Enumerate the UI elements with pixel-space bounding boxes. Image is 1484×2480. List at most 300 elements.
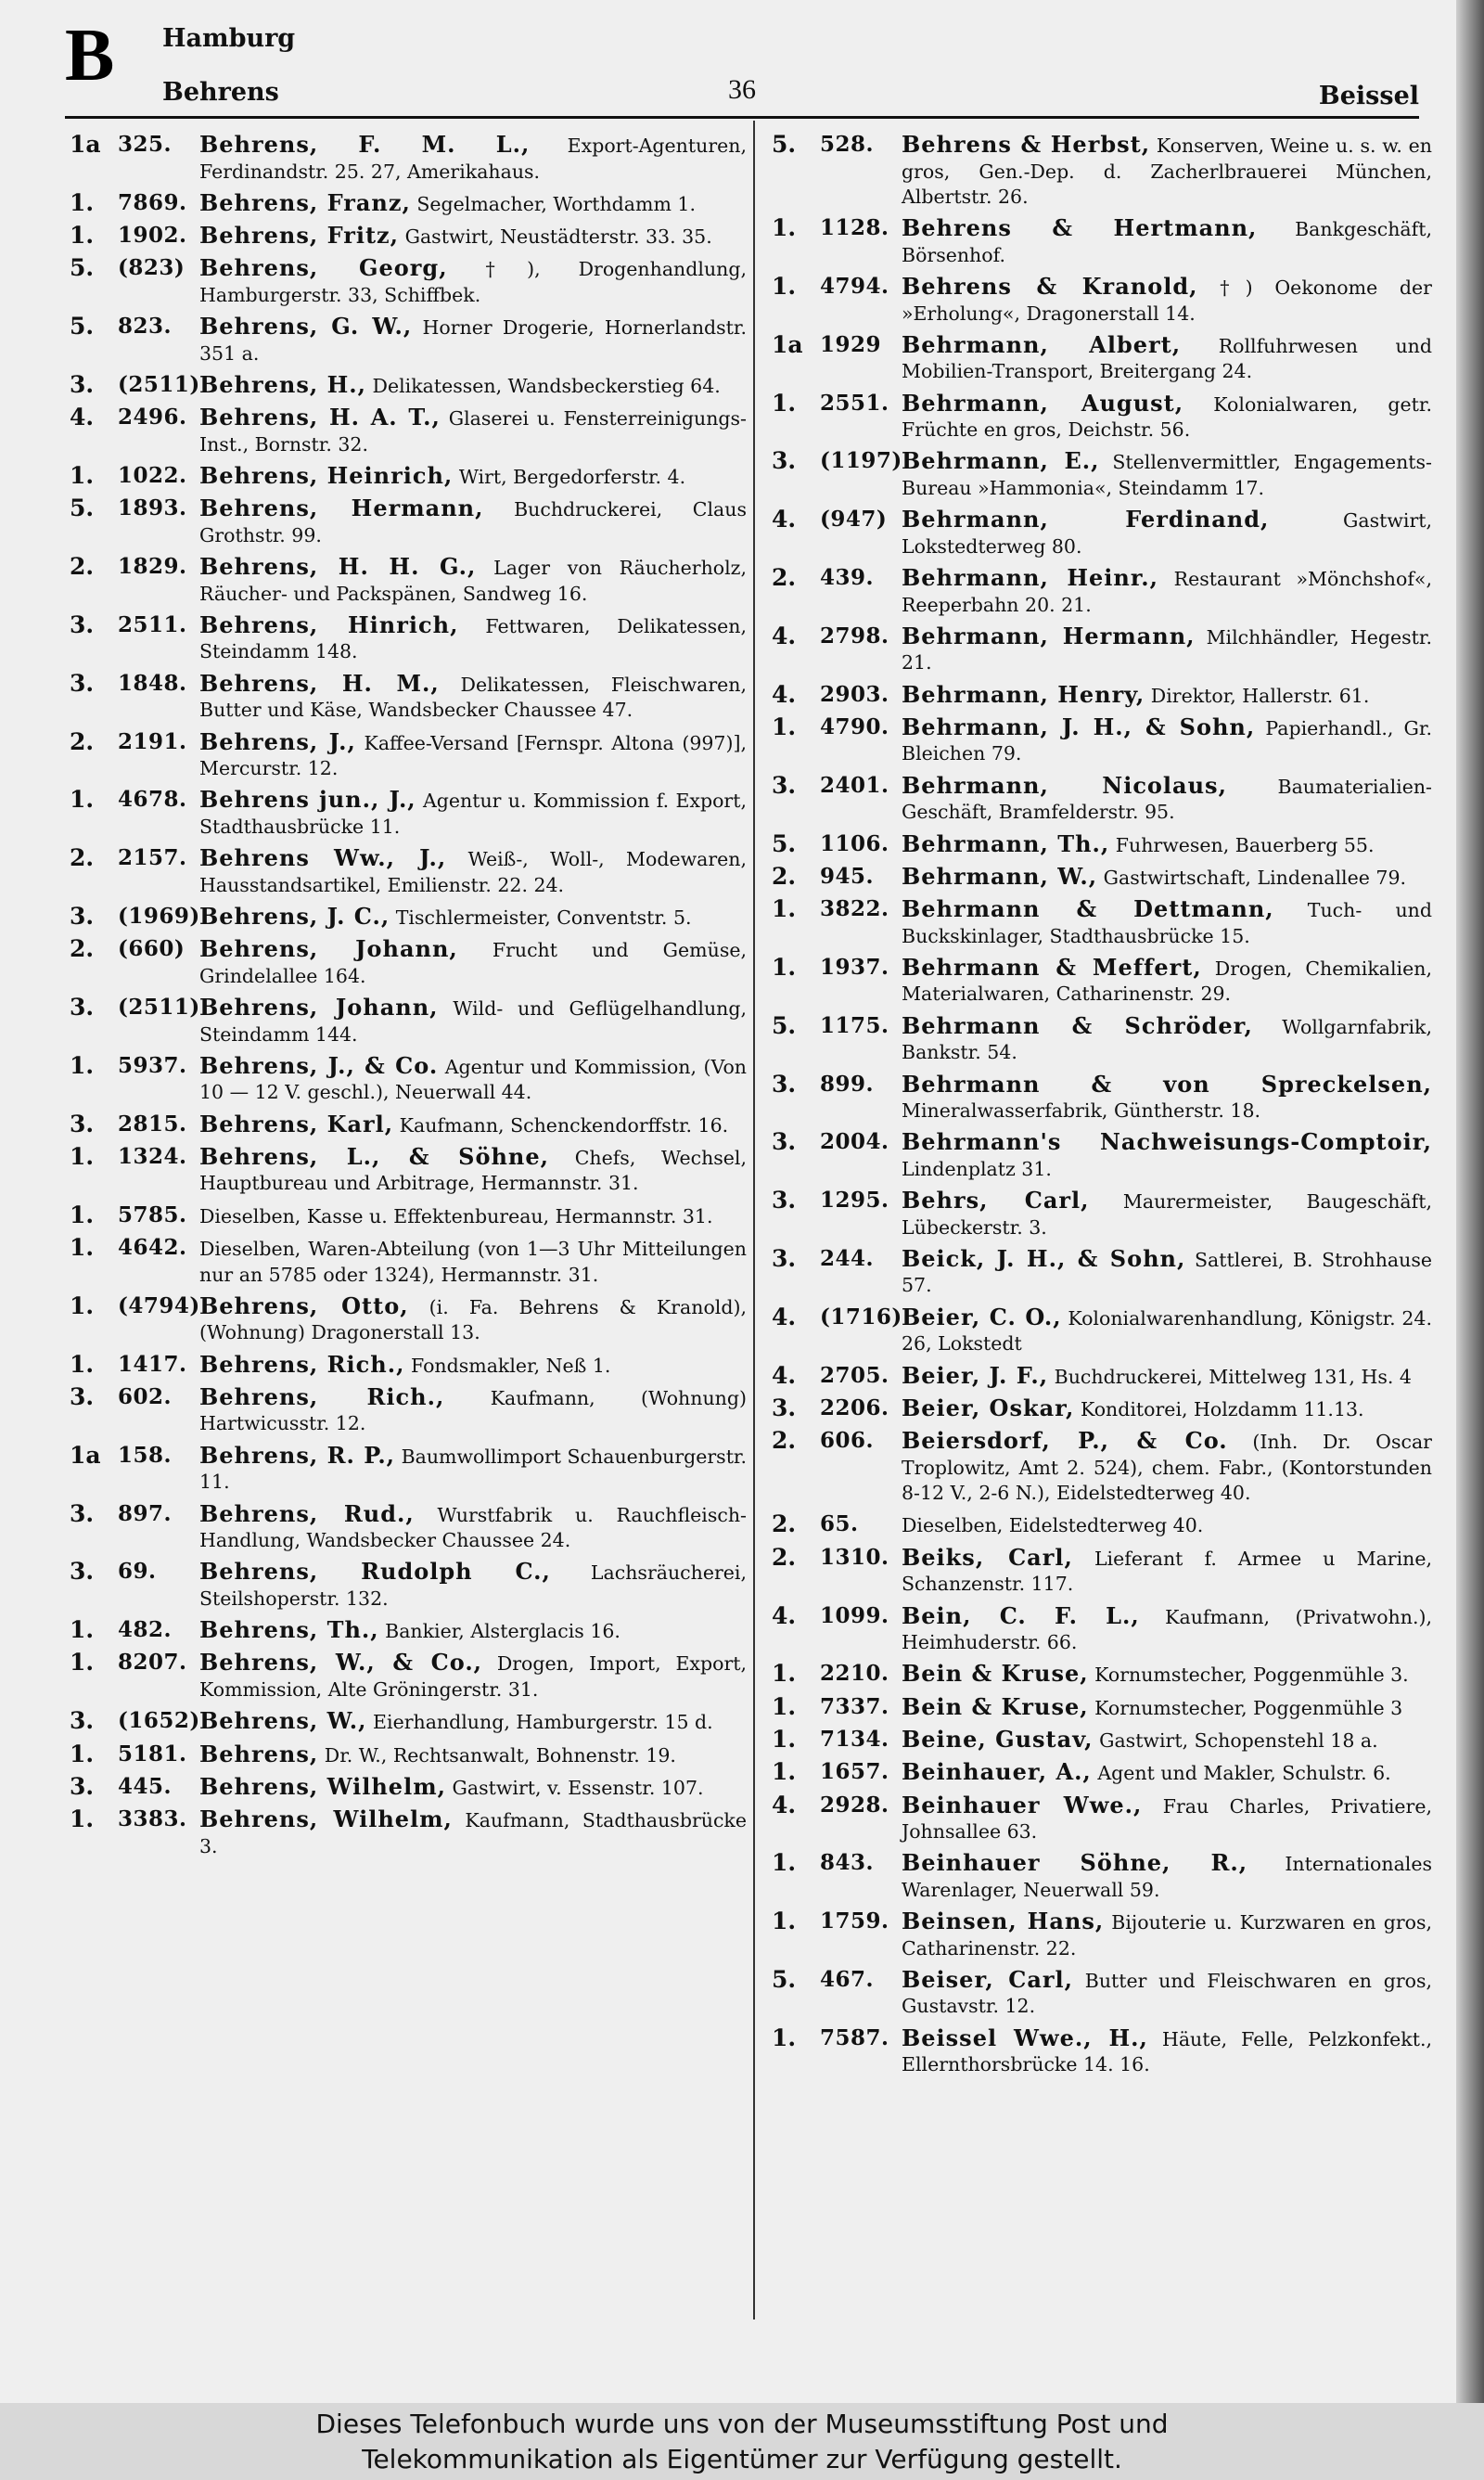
entry-details: Dieselben, Waren-Abteilung (von 1—3 Uhr Mitteilungen nur an 5785 oder 1324), Hermannstr. 31.	[199, 1238, 747, 1286]
entry-details: Delikatessen, Wandsbeckerstieg 64.	[372, 374, 721, 397]
entry-body	[199, 1384, 747, 1437]
subscriber-name: Behrmann, Th.,	[902, 829, 1110, 857]
entry-body	[902, 391, 1432, 443]
entry-body	[199, 405, 747, 457]
entry-body	[902, 1793, 1432, 1845]
phone-number: 2928.	[820, 1792, 889, 1818]
exchange-code: 3.	[70, 1382, 95, 1410]
entry-body	[199, 1053, 747, 1106]
entry-body	[902, 274, 1432, 327]
phone-number: 1175.	[820, 1012, 889, 1038]
entry-details: Glaserei u. Fensterreinigungs-Inst., Bornstr. 32.	[199, 407, 747, 456]
entry-details: Tuch- und Buckskinlager, Stadthausbrücke 15.	[902, 899, 1432, 947]
section-letter: B	[65, 15, 115, 96]
phone-number: 4790.	[820, 713, 889, 739]
entry-body	[199, 1559, 747, 1612]
entry-details: Kaufmann, (Privatwohn.), Heimhuderstr. 66.	[902, 1605, 1432, 1654]
subscriber-name: Behrens, Hermann,	[199, 495, 484, 522]
subscriber-name: Behrmann, Albert,	[902, 330, 1182, 358]
subscriber-name: Beinhauer Wwe.,	[902, 1791, 1143, 1818]
phone-number: 1417.	[118, 1351, 187, 1377]
entry-details: Rollfuhrwesen und Mobilien-Transport, Breitergang 24.	[902, 334, 1432, 383]
entry-body	[902, 507, 1432, 559]
directory-entry	[70, 255, 747, 308]
exchange-code: 1.	[772, 1849, 797, 1877]
subscriber-name: Behrens, Rud.,	[199, 1499, 415, 1527]
exchange-code: 1.	[70, 188, 95, 216]
directory-entry	[70, 1293, 747, 1346]
directory-entry	[772, 1908, 1432, 1961]
phone-number: (1969)	[118, 903, 200, 929]
entry-details: Kaufmann, Schenckendorffstr. 16.	[399, 1113, 729, 1137]
entry-body	[199, 554, 747, 607]
exchange-code: 1.	[772, 895, 797, 923]
entry-details: (i. Fa. Behrens & Kranold), (Wohnung) Dragonerstall 13.	[199, 1295, 747, 1344]
directory-entry	[70, 904, 747, 932]
entry-details: Baumaterialien-Geschäft, Bramfelderstr. 95.	[902, 775, 1432, 824]
entry-body	[199, 314, 747, 366]
subscriber-name: Behrens, Fritz,	[199, 222, 400, 250]
entry-body	[902, 1363, 1432, 1391]
entry-body	[902, 1850, 1432, 1903]
directory-entry	[70, 463, 747, 491]
subscriber-name: Beier, Oskar,	[902, 1394, 1075, 1421]
entry-body	[902, 565, 1432, 618]
phone-number: 602.	[118, 1383, 173, 1409]
exchange-code: 2.	[772, 1543, 797, 1571]
subscriber-name: Behrmann, Hermann,	[902, 622, 1196, 649]
phone-number: 244.	[820, 1245, 875, 1271]
entry-details: Drogen, Chemikalien, Materialwaren, Catharinenstr. 29.	[902, 957, 1432, 1006]
entry-body	[902, 1129, 1432, 1182]
entry-body	[902, 682, 1432, 710]
subscriber-name: Behrens jun., J.,	[199, 786, 416, 814]
exchange-code: 4.	[772, 1361, 797, 1389]
subscriber-name: Behrs, Carl,	[902, 1187, 1090, 1214]
subscriber-name: Behrmann, August,	[902, 389, 1184, 417]
entry-details: Restaurant »Mönchshof«, Reeperbahn 20. 21.	[902, 568, 1432, 616]
phone-number: 2705.	[820, 1362, 889, 1388]
exchange-code: 1.	[70, 1201, 95, 1228]
subscriber-name: Behrmann, E.,	[902, 447, 1100, 475]
entry-body	[199, 495, 747, 548]
directory-entry	[70, 495, 747, 548]
entry-body	[199, 1501, 747, 1554]
directory-entry	[70, 671, 747, 724]
entry-body	[199, 787, 747, 840]
phone-number: 69.	[118, 1559, 157, 1585]
exchange-code: 4.	[70, 404, 95, 431]
range-start-word: Behrens	[162, 78, 279, 107]
exchange-code: 1.	[772, 2024, 797, 2051]
phone-number: 1848.	[118, 670, 187, 696]
directory-entry	[772, 565, 1432, 618]
exchange-code: 2.	[772, 564, 797, 592]
entry-details: Gastwirt, Lokstedterweg 80.	[902, 509, 1432, 558]
directory-entry	[70, 372, 747, 400]
entry-body	[902, 2025, 1432, 2078]
phone-number: 843.	[820, 1850, 875, 1876]
phone-number: 482.	[118, 1617, 173, 1643]
entry-body	[902, 1246, 1432, 1299]
directory-entry	[70, 845, 747, 898]
exchange-code: 3.	[772, 1070, 797, 1098]
right-column	[772, 132, 1432, 2083]
entry-body	[902, 1661, 1432, 1689]
directory-entry	[772, 1395, 1432, 1423]
exchange-code: 1.	[772, 1660, 797, 1688]
exchange-code: 1a	[772, 330, 803, 358]
entry-body	[199, 132, 747, 185]
entry-details: Fettwaren, Delikatessen, Steindamm 148.	[199, 614, 747, 663]
directory-entry	[772, 1363, 1432, 1391]
phone-number: 1295.	[820, 1188, 889, 1214]
subscriber-name: Behrmann, Ferdinand,	[902, 506, 1270, 533]
entry-details: Maurermeister, Baugeschäft, Lübeckerstr. 3.	[902, 1190, 1432, 1239]
exchange-code: 1a	[70, 131, 101, 158]
entry-details: Konserven, Weine u. s. w. en gros, Gen.-Dep. d. Zacherlbrauerei München, Albertstr. 26.	[902, 135, 1432, 208]
directory-entry	[772, 1013, 1432, 1066]
entry-details: Agentur und Kommission, (Von 10 — 12 V. geschl.), Neuerwall 44.	[199, 1055, 747, 1104]
directory-entry	[772, 714, 1432, 767]
entry-body	[199, 463, 747, 491]
entry-details: Gastwirt, Neustädterstr. 33. 35.	[404, 225, 712, 249]
phone-number: 2004.	[820, 1129, 889, 1155]
exchange-code: 1.	[70, 1616, 95, 1644]
exchange-code: 5.	[772, 829, 797, 857]
entry-details: Agentur u. Kommission f. Export, Stadthausbrücke 11.	[199, 790, 747, 838]
entry-details: Bankier, Alsterglacis 16.	[385, 1620, 620, 1643]
directory-entry	[70, 1650, 747, 1703]
subscriber-name: Bein & Kruse,	[902, 1692, 1089, 1720]
entry-body	[902, 448, 1432, 501]
subscriber-name: Behrens, Heinrich,	[199, 462, 454, 490]
entry-body	[199, 1617, 747, 1645]
phone-number: 2191.	[118, 728, 187, 754]
exchange-code: 3.	[70, 669, 95, 697]
entry-details: Buchdruckerei, Mittelweg 131, Hs. 4	[1054, 1365, 1412, 1388]
subscriber-name: Behrens, Th.,	[199, 1616, 379, 1644]
entry-body	[199, 1708, 747, 1736]
entry-body	[902, 1511, 1432, 1539]
subscriber-name: Behrens, Johann,	[199, 935, 458, 963]
phone-number: 7587.	[820, 2024, 889, 2050]
directory-entry	[70, 1708, 747, 1736]
entry-details: Häute, Felle, Pelzkonfekt., Ellernthorsbrücke 14. 16.	[902, 2027, 1432, 2076]
exchange-code: 1.	[772, 1908, 797, 1935]
subscriber-name: Beinsen, Hans,	[902, 1908, 1105, 1935]
exchange-code: 3.	[772, 447, 797, 475]
phone-number: 65.	[820, 1511, 859, 1537]
entry-body	[199, 1806, 747, 1859]
column-divider	[753, 121, 755, 2319]
directory-entry	[772, 1967, 1432, 2020]
entry-details: Konditorei, Holzdamm 11.13.	[1080, 1397, 1364, 1420]
phone-number: 1099.	[820, 1602, 889, 1628]
entry-details: (Inh. Dr. Oscar Troplowitz, Amt 2. 524), chem. Fabr., (Kontorstunden 8-12 V., 2-6 N.), Eidelstedterweg 40.	[902, 1431, 1432, 1505]
subscriber-name: Behrmann, Nicolaus,	[902, 771, 1227, 799]
exchange-code: 3.	[772, 1244, 797, 1272]
entry-details: Milchhändler, Hegestr. 21.	[902, 625, 1432, 675]
entry-details: Dieselben, Kasse u. Effektenbureau, Hermannstr. 31.	[199, 1204, 713, 1227]
subscriber-name: Behrens, W., & Co.,	[199, 1649, 483, 1677]
subscriber-name: Behrens, Georg,	[199, 254, 448, 282]
phone-number: 467.	[820, 1966, 875, 1992]
entry-details: Frucht und Gemüse, Grindelallee 164.	[199, 939, 747, 987]
directory-entry	[70, 1352, 747, 1380]
exchange-code: 3.	[70, 1558, 95, 1586]
exchange-code: 4.	[772, 680, 797, 708]
phone-number: 7337.	[820, 1693, 889, 1719]
subscriber-name: Beiser, Carl,	[902, 1965, 1074, 1993]
exchange-code: 3.	[70, 902, 95, 930]
exchange-code: 3.	[772, 1394, 797, 1421]
phone-number: 7134.	[820, 1726, 889, 1752]
entry-body	[902, 1694, 1432, 1722]
directory-entry	[772, 1694, 1432, 1722]
entry-details: †) Oekonome der »Erholung«, Dragonerstall 14.	[902, 276, 1432, 325]
entry-body	[902, 215, 1432, 268]
directory-entry	[70, 1559, 747, 1612]
exchange-code: 3.	[70, 1499, 95, 1527]
subscriber-name: Behrens, Rudolph C.,	[199, 1558, 551, 1586]
directory-entry	[772, 332, 1432, 385]
phone-number: 528.	[820, 132, 875, 157]
entry-details: Horner Drogerie, Hornerlandstr. 351 a.	[199, 316, 747, 365]
entry-body	[199, 671, 747, 724]
entry-body	[199, 995, 747, 1047]
entry-body	[199, 1144, 747, 1197]
subscriber-name: Behrens, G. W.,	[199, 313, 413, 341]
header-rule	[65, 116, 1419, 119]
exchange-code: 2.	[772, 1427, 797, 1455]
subscriber-name: Behrens, H.,	[199, 370, 366, 398]
exchange-code: 3.	[772, 1187, 797, 1214]
directory-entry	[70, 1144, 747, 1197]
phone-number: 4678.	[118, 787, 187, 813]
entry-details: Eierhandlung, Hamburgerstr. 15 d.	[373, 1711, 713, 1734]
exchange-code: 2.	[772, 1510, 797, 1538]
directory-entry	[772, 773, 1432, 826]
entry-body	[902, 1304, 1432, 1357]
subscriber-name: Behrens, Wilhelm,	[199, 1805, 453, 1833]
entry-details: Agent und Makler, Schulstr. 6.	[1097, 1762, 1391, 1785]
directory-entry	[70, 1235, 747, 1288]
subscriber-name: Beick, J. H., & Sohn,	[902, 1244, 1186, 1272]
subscriber-name: Behrens & Hertmann,	[902, 214, 1258, 242]
phone-number: (660)	[118, 936, 186, 962]
subscriber-name: Behrens, Hinrich,	[199, 610, 459, 638]
city-heading: Hamburg	[162, 24, 296, 53]
directory-entry	[70, 787, 747, 840]
phone-number: 1902.	[118, 223, 187, 249]
phone-number: 4794.	[820, 274, 889, 300]
subscriber-name: Behrens, H. A. T.,	[199, 404, 441, 431]
entry-body	[902, 1013, 1432, 1066]
directory-entry	[772, 1428, 1432, 1507]
entry-details: Kaufmann, (Wohnung) Hartwicusstr. 12.	[199, 1386, 747, 1435]
directory-entry	[70, 1202, 747, 1230]
entry-details: Direktor, Hallerstr. 61.	[1150, 684, 1370, 707]
footer-line-1: Dieses Telefonbuch wurde uns von der Museumsstiftung Post und	[315, 2409, 1169, 2439]
directory-entry	[772, 448, 1432, 501]
entry-details: Gastwirt, v. Essenstr. 107.	[452, 1776, 704, 1799]
directory-entry	[772, 1759, 1432, 1787]
phone-number: 2157.	[118, 845, 187, 871]
phone-number: 606.	[820, 1428, 875, 1454]
exchange-code: 1.	[70, 462, 95, 490]
subscriber-name: Behrens, F. M. L.,	[199, 131, 531, 158]
entry-details: Wurstfabrik u. Rauchfleisch-Handlung, Wandsbecker Chaussee 24.	[199, 1503, 747, 1552]
entry-details: Drogen, Import, Export, Kommission, Alte Gröningerstr. 31.	[199, 1652, 747, 1701]
entry-details: Bankgeschäft, Börsenhof.	[902, 218, 1432, 266]
directory-entry	[772, 896, 1432, 949]
entry-body	[199, 612, 747, 665]
entry-details: Bijouterie u. Kurzwaren en gros, Catharinenstr. 22.	[902, 1911, 1432, 1960]
phone-number: (823)	[118, 255, 186, 281]
directory-entry	[70, 1443, 747, 1496]
exchange-code: 1.	[772, 1758, 797, 1786]
directory-entry	[772, 1661, 1432, 1689]
phone-number: 1310.	[820, 1544, 889, 1570]
phone-number: 1324.	[118, 1143, 187, 1169]
exchange-code: 1.	[70, 1234, 95, 1262]
phone-number: (1652)	[118, 1708, 200, 1734]
exchange-code: 5.	[772, 1011, 797, 1039]
phone-number: 5181.	[118, 1741, 187, 1767]
phone-number: 897.	[118, 1500, 173, 1526]
phone-number: 3822.	[820, 896, 889, 922]
phone-number: 1022.	[118, 463, 187, 489]
entry-body	[199, 1112, 747, 1139]
directory-entry	[772, 1727, 1432, 1754]
subscriber-name: Beiks, Carl,	[902, 1543, 1073, 1571]
entry-details: Sattlerei, B. Strohhause 57.	[902, 1248, 1432, 1297]
phone-number: 1106.	[820, 830, 889, 856]
entry-body	[199, 904, 747, 932]
exchange-code: 3.	[772, 1128, 797, 1156]
directory-entry	[70, 1774, 747, 1802]
entry-details: Wollgarnfabrik, Bankstr. 54.	[902, 1015, 1432, 1064]
subscriber-name: Behrens, Franz,	[199, 188, 411, 216]
entry-body	[199, 729, 747, 782]
phone-number: (2511)	[118, 371, 200, 397]
subscriber-name: Beissel Wwe., H.,	[902, 2024, 1148, 2051]
subscriber-name: Behrens, W.,	[199, 1707, 367, 1735]
entry-details: Fuhrwesen, Bauerberg 55.	[1115, 833, 1375, 856]
exchange-code: 4.	[772, 1791, 797, 1818]
entry-details: Dr. W., Rechtsanwalt, Bohnenstr. 19.	[324, 1743, 676, 1767]
subscriber-name: Beine, Gustav,	[902, 1725, 1094, 1753]
phone-number: (947)	[820, 507, 888, 533]
directory-entry	[772, 1188, 1432, 1240]
directory-entry	[70, 190, 747, 218]
exchange-code: 1.	[70, 1291, 95, 1319]
exchange-code: 1.	[70, 786, 95, 814]
exchange-code: 1.	[70, 1051, 95, 1079]
entry-details: Lachsräucherei, Steilshoperstr. 132.	[199, 1561, 747, 1610]
entry-details: Dieselben, Eidelstedterweg 40.	[902, 1514, 1204, 1537]
directory-entry	[70, 554, 747, 607]
entry-details: Papierhandl., Gr. Bleichen 79.	[902, 716, 1432, 765]
directory-entry	[772, 2025, 1432, 2078]
subscriber-name: Behrens Ww., J.,	[199, 844, 447, 872]
exchange-code: 1.	[772, 389, 797, 417]
phone-number: 2798.	[820, 623, 889, 649]
exchange-code: 5.	[772, 131, 797, 158]
subscriber-name: Behrens, J.,	[199, 727, 356, 755]
phone-number: 1657.	[820, 1759, 889, 1785]
directory-entry	[70, 1384, 747, 1437]
entry-body	[199, 1741, 747, 1769]
exchange-code: 1.	[70, 222, 95, 250]
subscriber-name: Behrens, Otto,	[199, 1291, 409, 1319]
directory-entry	[70, 223, 747, 251]
phone-number: 1937.	[820, 954, 889, 980]
entry-body	[902, 896, 1432, 949]
phone-number: 2551.	[820, 390, 889, 416]
phone-number: 1829.	[118, 554, 187, 580]
directory-entry	[772, 1603, 1432, 1656]
phone-number: 899.	[820, 1071, 875, 1097]
phone-number: 445.	[118, 1773, 173, 1799]
directory-entry	[70, 132, 747, 185]
entry-body	[199, 936, 747, 989]
phone-number: 2210.	[820, 1661, 889, 1687]
exchange-code: 3.	[70, 1707, 95, 1735]
phone-number: 7869.	[118, 189, 187, 215]
exchange-code: 4.	[772, 1303, 797, 1330]
entry-details: Gastwirt, Schopenstehl 18 a.	[1099, 1728, 1378, 1752]
entry-body	[199, 223, 747, 251]
subscriber-name: Behrmann & von Spreckelsen,	[902, 1070, 1432, 1098]
subscriber-name: Behrens, J., & Co.	[199, 1051, 439, 1079]
page-edge-shadow	[1456, 0, 1484, 2403]
subscriber-name: Bein, C. F. L.,	[902, 1601, 1140, 1629]
subscriber-name: Behrmann & Dettmann,	[902, 895, 1274, 923]
exchange-code: 5.	[70, 313, 95, 341]
subscriber-name: Behrmann, J. H., & Sohn,	[902, 713, 1256, 740]
directory-entry	[772, 1129, 1432, 1182]
phone-number: 1128.	[820, 215, 889, 241]
exchange-code: 5.	[70, 254, 95, 282]
exchange-code: 4.	[772, 1601, 797, 1629]
entry-details: Wirt, Bergedorferstr. 4.	[458, 466, 686, 489]
subscriber-name: Behrens, J. C.,	[199, 902, 390, 930]
phone-number: 1929	[820, 331, 882, 357]
entry-details: Gastwirtschaft, Lindenallee 79.	[1103, 866, 1407, 889]
subscriber-name: Behrens, Rich.,	[199, 1350, 405, 1378]
subscriber-name: Behrens, Wilhelm,	[199, 1772, 446, 1800]
entry-body	[902, 132, 1432, 211]
entry-body	[902, 773, 1432, 826]
directory-entry	[70, 1501, 747, 1554]
phone-number: 2511.	[118, 611, 187, 637]
exchange-code: 3.	[70, 1772, 95, 1800]
exchange-code: 1.	[772, 713, 797, 740]
directory-entry	[70, 936, 747, 989]
entry-body	[902, 831, 1432, 859]
subscriber-name: Behrmann's Nachweisungs-Comptoir,	[902, 1128, 1432, 1156]
entry-details: Delikatessen, Fleischwaren, Butter und Käse, Wandsbecker Chaussee 47.	[199, 673, 747, 722]
directory-entry	[772, 1511, 1432, 1539]
subscriber-name: Beier, C. O.,	[902, 1303, 1062, 1330]
directory-entry	[772, 507, 1432, 559]
entry-body	[902, 1188, 1432, 1240]
subscriber-name: Behrmann, Henry,	[902, 680, 1145, 708]
entry-body	[902, 1545, 1432, 1598]
exchange-code: 1.	[772, 953, 797, 981]
